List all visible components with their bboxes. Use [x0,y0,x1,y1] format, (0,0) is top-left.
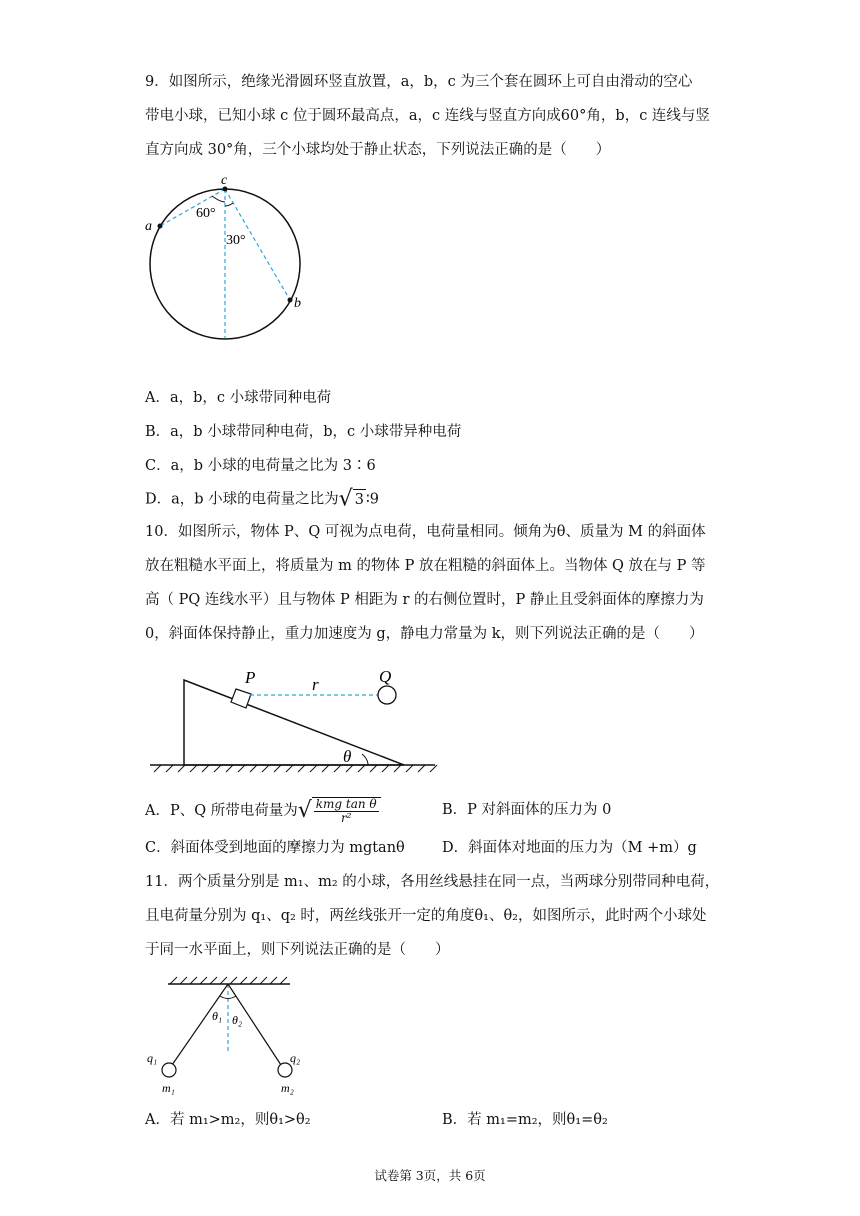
fraction-numerator: kmg tan θ [315,797,377,811]
q10-stem-line-3: 高（ PQ 连线水平）且与物体 P 相距为 r 的右侧位置时，P 静止且受斜面体的摩擦力为 [145,592,704,608]
label-theta: θ [343,747,352,766]
q10-stem-line-4: 0，斜面体保持静止，重力加速度为 g，静电力常量为 k，则下列说法正确的是（ ） [145,626,704,642]
label-q2: q₂ [290,1051,301,1065]
ceiling-hatch [170,977,287,984]
angle-arc-60 [212,196,225,202]
q9-option-d-root: 3 [353,489,366,510]
q9-stem-line-3: 直方向成 30°角，三个小球均处于静止状态，下列说法正确的是（ ） [145,142,611,158]
q10-incline-figure [150,660,440,775]
q10-stem-line-1: 10．如图所示，物体 P、Q 可视为点电荷，电荷量相同。倾角为θ、质量为 M 的斜面体 [145,524,706,540]
label-angle-30: 30° [226,233,246,248]
q9-stem-line-2: 带电小球，已知小球 c 位于圆环最高点，a，c 连线与竖直方向成60°角，b，c 连线与竖 [145,108,710,124]
label-q: Q [379,667,392,686]
label-b: b [294,296,301,311]
q10-option-c: C．斜面体受到地面的摩擦力为 mgtanθ [145,840,405,856]
label-p: P [245,668,256,687]
ball-m1 [162,1063,176,1077]
q9-option-d-prefix: D．a，b 小球的电荷量之比为 [145,491,339,508]
ball-b [288,298,293,303]
ball-a [158,224,163,229]
q10-option-a [145,797,381,825]
q10-option-b: B．P 对斜面体的压力为 0 [442,802,612,818]
q9-ring-figure [140,170,310,346]
q9-option-d [145,486,379,512]
ball-m2 [278,1063,292,1077]
label-theta1: θ₁ [212,1009,223,1023]
string-left [172,984,228,1065]
q10-stem-line-2: 放在粗糙水平面上，将质量为 m 的物体 P 放在粗糙的斜面体上。当物体 Q 放在与 P 等 [145,558,706,574]
q9-option-c: C．a，b 小球的电荷量之比为 3∶6 [145,458,376,474]
ground-hatch [154,765,437,772]
q9-option-a: A．a，b，c 小球带同种电荷 [145,390,332,406]
label-m1: m₁ [162,1081,175,1095]
label-angle-60: 60° [196,206,216,221]
theta-arc [362,754,368,765]
angle-arcs [220,996,236,999]
label-q1: q₁ [147,1051,158,1065]
q10-option-a-prefix: A．P、Q 所带电荷量为 [145,803,298,819]
page-footer: 试卷第 3页，共 6页 [374,1168,486,1183]
q10-option-a-fraction [314,798,379,825]
q11-stem-line-3: 于同一水平面上，则下列说法正确的是（ ） [145,942,450,958]
q9-option-b: B．a，b 小球带同种电荷，b，c 小球带异种电荷 [145,424,462,440]
q11-stem-line-1: 11．两个质量分别是 m₁、m₂ 的小球，各用丝线悬挂在同一点，当两球分别带同种电荷， [145,874,720,890]
label-c: c [221,173,228,188]
q11-option-b: B．若 m₁=m₂，则θ₁=θ₂ [442,1112,608,1128]
fraction-denominator: r² [340,811,352,825]
label-a: a [145,219,152,234]
label-m2: m₂ [281,1081,294,1095]
label-r: r [312,675,319,694]
label-theta2: θ₂ [232,1013,243,1027]
sqrt-sign: √ [338,486,353,512]
q9-option-d-suffix: ∶9 [365,491,379,508]
object-q [378,686,396,704]
q11-option-a: A．若 m₁>m₂，则θ₁>θ₂ [145,1112,311,1128]
q10-option-a-radicand [312,797,381,825]
sqrt-sign: √ [297,798,312,823]
q11-pendulum-figure [140,968,310,1098]
q9-stem-line-1: 9．如图所示，绝缘光滑圆环竖直放置，a，b，c 为三个套在圆环上可自由滑动的空心 [145,74,693,90]
q10-option-d: D．斜面体对地面的压力为（M +m）g [442,840,697,856]
angle-arc-30 [225,203,233,206]
incline-block [184,680,404,765]
q11-stem-line-2: 且电荷量分别为 q₁、q₂ 时，两丝线张开一定的角度θ₁、θ₂，如图所示，此时两个小球处 [145,908,707,924]
